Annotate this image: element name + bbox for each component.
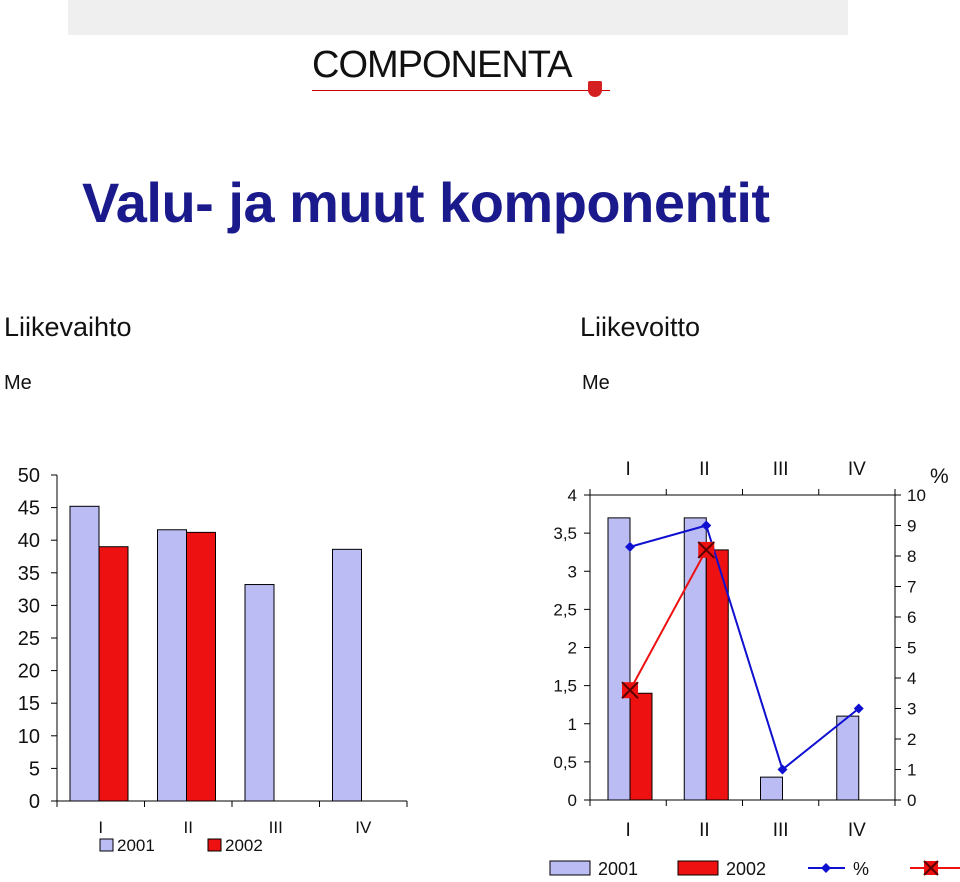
y2-tick-label: 4 bbox=[907, 669, 917, 688]
x-tick-label: IV bbox=[355, 818, 372, 837]
line-series-percent bbox=[630, 526, 859, 770]
bar-2002-I bbox=[99, 547, 128, 801]
legend-label-2002: 2002 bbox=[726, 859, 767, 879]
logo-text: COMPONENTA bbox=[312, 44, 572, 86]
top-tick-label: III bbox=[772, 459, 789, 480]
y-tick-label: 3 bbox=[567, 562, 577, 582]
y-tick-label: 4 bbox=[567, 486, 577, 505]
x-tick-label: I bbox=[98, 818, 104, 837]
y-tick-label: 0 bbox=[28, 791, 40, 813]
y-tick-label: 2 bbox=[567, 638, 577, 658]
y-tick-label: 0 bbox=[567, 791, 577, 810]
bar-2002-II bbox=[187, 532, 216, 801]
legend-label-2001: 2001 bbox=[598, 859, 639, 879]
y-tick-label: 1,5 bbox=[553, 676, 577, 696]
y-tick-label: 45 bbox=[17, 497, 40, 520]
bar-2002-I bbox=[630, 693, 652, 800]
x-tick-label: III bbox=[772, 820, 789, 841]
bar-2001-II bbox=[684, 518, 706, 800]
y2-tick-label: 3 bbox=[907, 699, 917, 719]
bar-2001-I bbox=[70, 506, 99, 801]
y2-tick-label: 10 bbox=[907, 486, 926, 505]
y-tick-label: 2,5 bbox=[553, 600, 577, 620]
y-tick-label: 0,5 bbox=[553, 752, 577, 772]
bar-2001-IV bbox=[333, 549, 362, 801]
y-tick-label: 5 bbox=[28, 758, 40, 781]
legend-swatch-2001 bbox=[100, 839, 113, 851]
y2-axis-unit: % bbox=[930, 465, 949, 488]
top-tick-label: IV bbox=[847, 459, 866, 480]
y2-tick-label: 8 bbox=[907, 547, 917, 566]
bar-2001-III bbox=[761, 777, 783, 800]
y-tick-label: 50 bbox=[17, 465, 40, 487]
y-tick-label: 10 bbox=[17, 725, 40, 748]
y-tick-label: 40 bbox=[17, 530, 40, 553]
legend-swatch-2002 bbox=[208, 839, 221, 851]
y2-tick-label: 9 bbox=[907, 516, 917, 536]
left-chart-unit: Me bbox=[4, 372, 32, 394]
legend-swatch-2001 bbox=[550, 861, 590, 875]
legend-marker-percent bbox=[821, 863, 831, 873]
bar-2001-IV bbox=[837, 716, 859, 800]
right-chart-heading: Liikevoitto bbox=[580, 312, 701, 342]
page-title: Valu- ja muut komponentit bbox=[82, 171, 770, 234]
header-bar bbox=[68, 0, 848, 35]
y-tick-label: 3,5 bbox=[553, 524, 577, 544]
y2-tick-label: 2 bbox=[907, 730, 917, 749]
legend-label-2002: 2002 bbox=[225, 836, 263, 855]
legend-swatch-2002 bbox=[678, 861, 718, 875]
left-chart-heading: Liikevaihto bbox=[4, 312, 132, 342]
y2-tick-label: 6 bbox=[907, 608, 917, 627]
liikevaihto-chart bbox=[0, 455, 430, 875]
y-tick-label: 30 bbox=[17, 595, 40, 618]
y-tick-label: 25 bbox=[17, 628, 40, 650]
right-chart-unit: Me bbox=[582, 372, 610, 394]
x-tick-label: II bbox=[183, 818, 193, 837]
y-tick-label: 15 bbox=[17, 693, 40, 716]
top-tick-label: I bbox=[625, 459, 631, 480]
componenta-logo bbox=[312, 44, 612, 94]
bar-2001-II bbox=[158, 530, 187, 801]
y2-tick-label: 1 bbox=[907, 760, 917, 780]
y2-tick-label: 0 bbox=[907, 791, 917, 810]
logo-underline bbox=[312, 90, 610, 91]
y-tick-label: 35 bbox=[17, 562, 40, 585]
y-tick-label: 20 bbox=[17, 660, 40, 683]
legend-label-2001: 2001 bbox=[117, 836, 155, 855]
shield-icon bbox=[588, 81, 602, 97]
x-tick-label: III bbox=[268, 818, 283, 837]
x-tick-label: IV bbox=[847, 820, 866, 841]
x-tick-label: I bbox=[625, 820, 631, 841]
bar-2001-III bbox=[245, 585, 274, 801]
bar-2001-I bbox=[608, 518, 630, 800]
liikevoitto-chart bbox=[540, 455, 960, 882]
y2-tick-label: 5 bbox=[907, 638, 917, 658]
y2-tick-label: 7 bbox=[907, 577, 917, 597]
x-tick-label: II bbox=[699, 820, 710, 841]
legend-label-percent: % bbox=[853, 859, 870, 879]
y-tick-label: 1 bbox=[567, 714, 577, 734]
top-tick-label: II bbox=[699, 459, 710, 480]
